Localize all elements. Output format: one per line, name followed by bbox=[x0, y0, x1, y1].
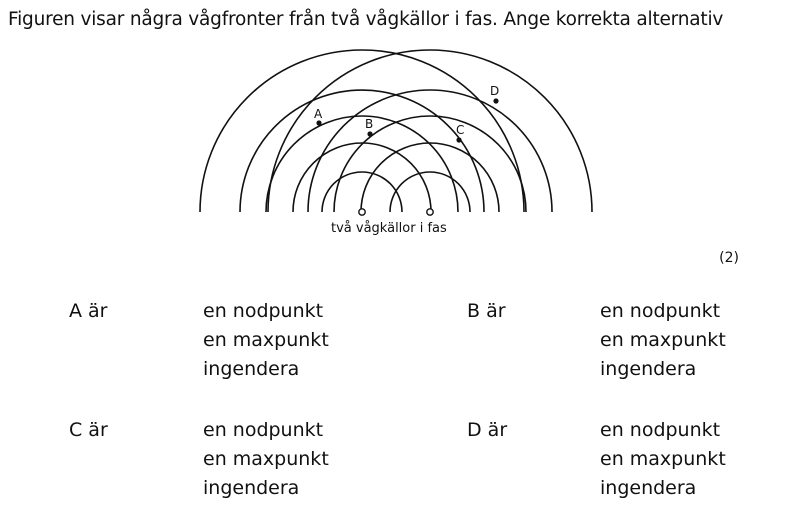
source-right bbox=[427, 209, 433, 215]
answer-c-option-ingendera[interactable]: ingendera bbox=[203, 477, 300, 499]
point-d-label: D bbox=[490, 84, 500, 98]
answer-a-label: A är bbox=[69, 300, 108, 322]
answer-d-option-ingendera[interactable]: ingendera bbox=[600, 477, 697, 499]
answer-c-options bbox=[203, 416, 329, 503]
point-b-label: B bbox=[365, 117, 374, 131]
answer-b-option-maxpunkt[interactable]: en maxpunkt bbox=[600, 329, 726, 351]
answer-d-options bbox=[600, 416, 726, 503]
wavefront-right-4 bbox=[308, 90, 552, 212]
answer-d-label: D är bbox=[467, 419, 508, 441]
point-c-label: C bbox=[456, 123, 465, 137]
source-left bbox=[359, 209, 365, 215]
wavefront-right-5 bbox=[268, 50, 592, 212]
point-a-dot bbox=[316, 120, 321, 125]
answer-a-option-ingendera[interactable]: ingendera bbox=[203, 358, 300, 380]
answer-b-options bbox=[600, 297, 726, 384]
point-a-label: A bbox=[314, 107, 323, 121]
wavefront-left-5 bbox=[200, 50, 524, 212]
wavefronts bbox=[200, 50, 592, 212]
answer-d-option-nodpunkt[interactable]: en nodpunkt bbox=[600, 419, 721, 441]
figure-caption: två vågkällor i fas bbox=[331, 221, 447, 236]
point-d-dot bbox=[493, 98, 498, 103]
answer-a-options bbox=[203, 297, 329, 384]
answer-c-option-nodpunkt[interactable]: en nodpunkt bbox=[203, 419, 324, 441]
answer-c-option-maxpunkt[interactable]: en maxpunkt bbox=[203, 448, 329, 470]
point-c-dot bbox=[456, 137, 461, 142]
points-label: (2) bbox=[719, 250, 739, 266]
answer-c-label: C är bbox=[69, 419, 108, 441]
answer-b-option-nodpunkt[interactable]: en nodpunkt bbox=[600, 300, 721, 322]
point-b-dot bbox=[367, 131, 372, 136]
answer-b-option-ingendera[interactable]: ingendera bbox=[600, 358, 697, 380]
answer-a-option-maxpunkt[interactable]: en maxpunkt bbox=[203, 329, 329, 351]
answer-b-label: B är bbox=[467, 300, 506, 322]
wavefront-left-4 bbox=[240, 90, 484, 212]
answer-d-option-maxpunkt[interactable]: en maxpunkt bbox=[600, 448, 726, 470]
answer-a-option-nodpunkt[interactable]: en nodpunkt bbox=[203, 300, 324, 322]
question-title: Figuren visar några vågfronter från två vågkällor i fas. Ange korrekta alternativ bbox=[8, 9, 724, 30]
